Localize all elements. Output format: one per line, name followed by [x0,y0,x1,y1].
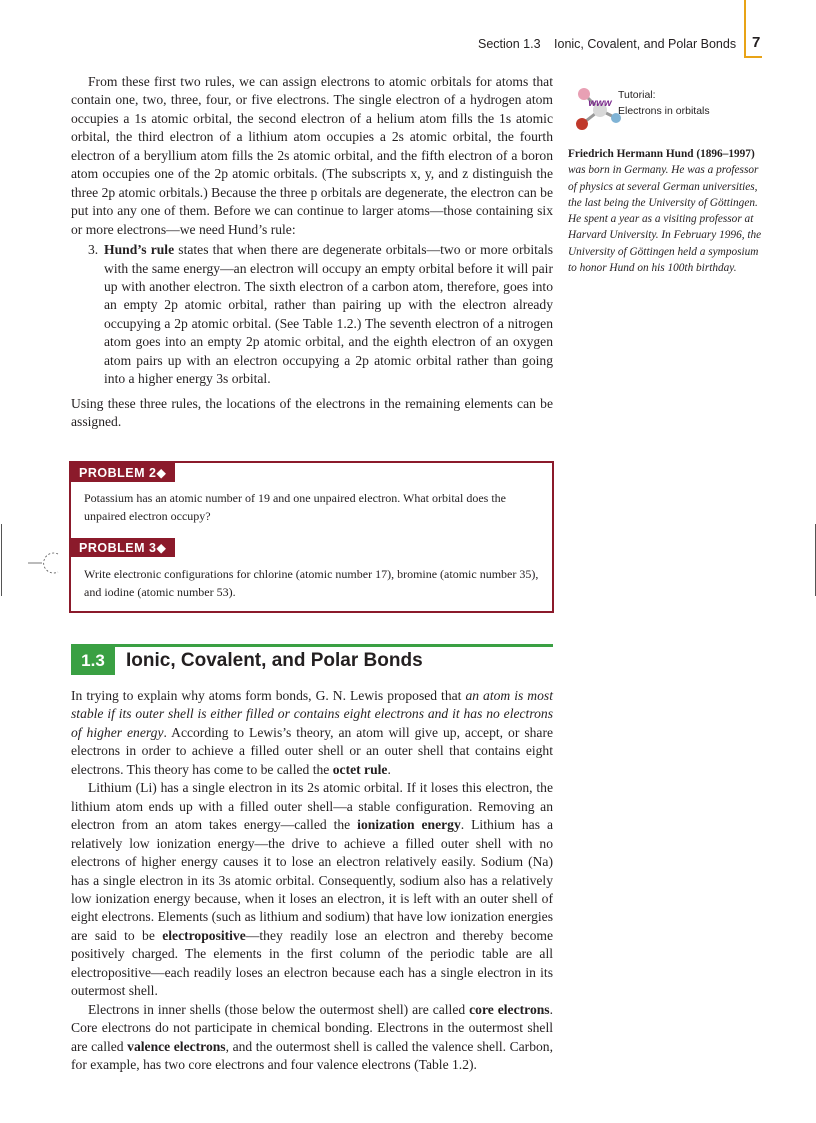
header-section-label: Section 1.3 [478,37,541,51]
intro-paragraph-2: Using these three rules, the locations of the electrons in the remaining elements can be assigned. [71,395,553,430]
tutorial-label: Tutorial: [618,89,656,101]
header-section-title: Ionic, Covalent, and Polar Bonds [554,37,737,51]
problem-3-tag: PROBLEM 3◆ [71,538,175,557]
tutorial-logo-text: www [588,98,612,109]
problem-2-label [71,463,175,482]
term-core-electrons: core electrons [469,1001,550,1017]
term-valence-electrons: valence electrons [127,1038,226,1054]
sidebar-name: Friedrich Hermann Hund (1896–1997) [568,148,755,160]
body-paragraph-2 [71,779,553,1000]
body-paragraph-1 [71,687,553,779]
binding-mark-left [1,524,2,596]
header-rule-vertical [744,0,746,58]
body-p3-b: . Core electrons do not participate in chemical bonding. Electrons in the outermost shell are called [71,1001,553,1054]
body-p1-end: . [387,761,391,777]
intro-text [71,73,553,432]
sidebar-biography [568,146,762,276]
crop-mark-icon [28,550,64,576]
term-ionization-energy: ionization energy [357,817,461,833]
body-p2-a: Lithium (Li) has a single electron in its 2s atomic orbital. If it loses this electron, the lithium atom ends up with a filled outer shell—a stable configuration. Removing an electron from an atom takes energy—called the [71,780,553,833]
intro-paragraph-1: From these first two rules, we can assign electrons to atomic orbitals for atoms that contain one, two, three, four, or five electrons. The single electron of a hydrogen atom occupies a 1s atomic orbital, the second electron of a helium atom fills the 1s atomic orbital, the third electron of a lithium atom occupies a 2s atomic orbital, the fourth electron of a beryllium atom fills the 2s atomic orbital, and the fifth electron of a boron atom occupies one of the 2p atomic orbitals. (The subscripts x, y, and z distinguish the three 2p atomic orbitals.) Because the three p orbitals are degenerate, the electron can be put into any one of them. Before we can continue to larger atoms—those containing six or more electrons—we need Hund’s rule: [71,74,553,237]
problem-3-label [71,538,175,557]
page-number: 7 [752,34,761,51]
body-p3-c: , and the outermost shell is called the valence shell. Carbon, for example, has two core electrons and four valence electrons (Table 1.2). [71,1038,553,1073]
rule-number: 3. [88,242,99,258]
problem-2-text: Potassium has an atomic number of 19 and one unpaired electron. What orbital does the unpaired electron occupy? [84,491,506,523]
body-p2-c: —they readily lose an electron and thereby become positively charged. The elements in the first column of the periodic table are all electropositive—each readily loses an electron because each has a single electron in its outermost shell. [71,927,553,999]
header-rule-horizontal [744,56,762,58]
body-paragraph-3 [71,1001,553,1075]
rule-text: states that when there are degenerate orbitals—two or more orbitals with the same energy—an electron will occupy an empty orbital before it will pair up with another electron. The sixth electron of a carbon atom, therefore, goes into an empty 2p atomic orbital, rather than pairing up with the electron already occupying a 2p atomic orbital. (See Table 1.2.) The seventh electron of a nitrogen atom goes into an empty 2p atomic orbital, and the eighth electron of an oxygen atom pairs up with an electron occupying a 2p atomic orbital rather than going into a higher energy 3s orbital. [104,242,554,387]
problem-3-text: Write electronic configurations for chlorine (atomic number 17), bromine (atomic number 35), and iodine (atomic number 53). [84,567,539,599]
sidebar-bio: was born in Germany. He was a professor of physics at several German universities, the last being the University of Göttingen. He spent a year as a visiting professor at Harvard University. In February 1996, the University of Göttingen held a symposium to honor Hund on his 100th birthday. [568,164,762,275]
section-number: 1.3 [71,647,115,675]
term-electropositive: electropositive [162,927,246,943]
body-p2-b: . Lithium has a relatively low ionization energy—the drive to achieve a filled outer shell with no electrons of higher energy causes it to lose an electron relatively easily. Sodium (Na) has a single electron in its 3s atomic orbital. Consequently, sodium also has a relatively low ionization energy because, when it loses an electron, it is left with an outer shell of eight electrons. Elements (such as lithium and sodium) that have low ionization energies are said to be [71,817,553,943]
tutorial-caption[interactable] [618,87,710,119]
term-octet-rule: octet rule [332,761,388,777]
tutorial-title: Electrons in orbitals [618,105,710,117]
body-p1-b: . According to Lewis’s theory, an atom will give up, accept, or share electrons in order to achieve a filled outer shell or an outer shell that contains eight electrons. This theory has come to be called the [71,724,553,777]
problem-2-tag: PROBLEM 2◆ [71,463,175,482]
body-p1-a: In trying to explain why atoms form bonds, G. N. Lewis proposed that [71,688,466,703]
running-header [478,37,736,51]
section-title: Ionic, Covalent, and Polar Bonds [126,650,423,671]
body-p1-italic: an atom is most stable if its outer shell is either filled or contains eight electrons and it has no electrons of higher energy [71,688,553,740]
hund-rule-item [71,241,553,389]
rule-term: Hund’s rule [104,242,175,258]
body-p3-a: Electrons in inner shells (those below the outermost shell) are called [88,1001,470,1017]
section-body [71,687,553,1075]
